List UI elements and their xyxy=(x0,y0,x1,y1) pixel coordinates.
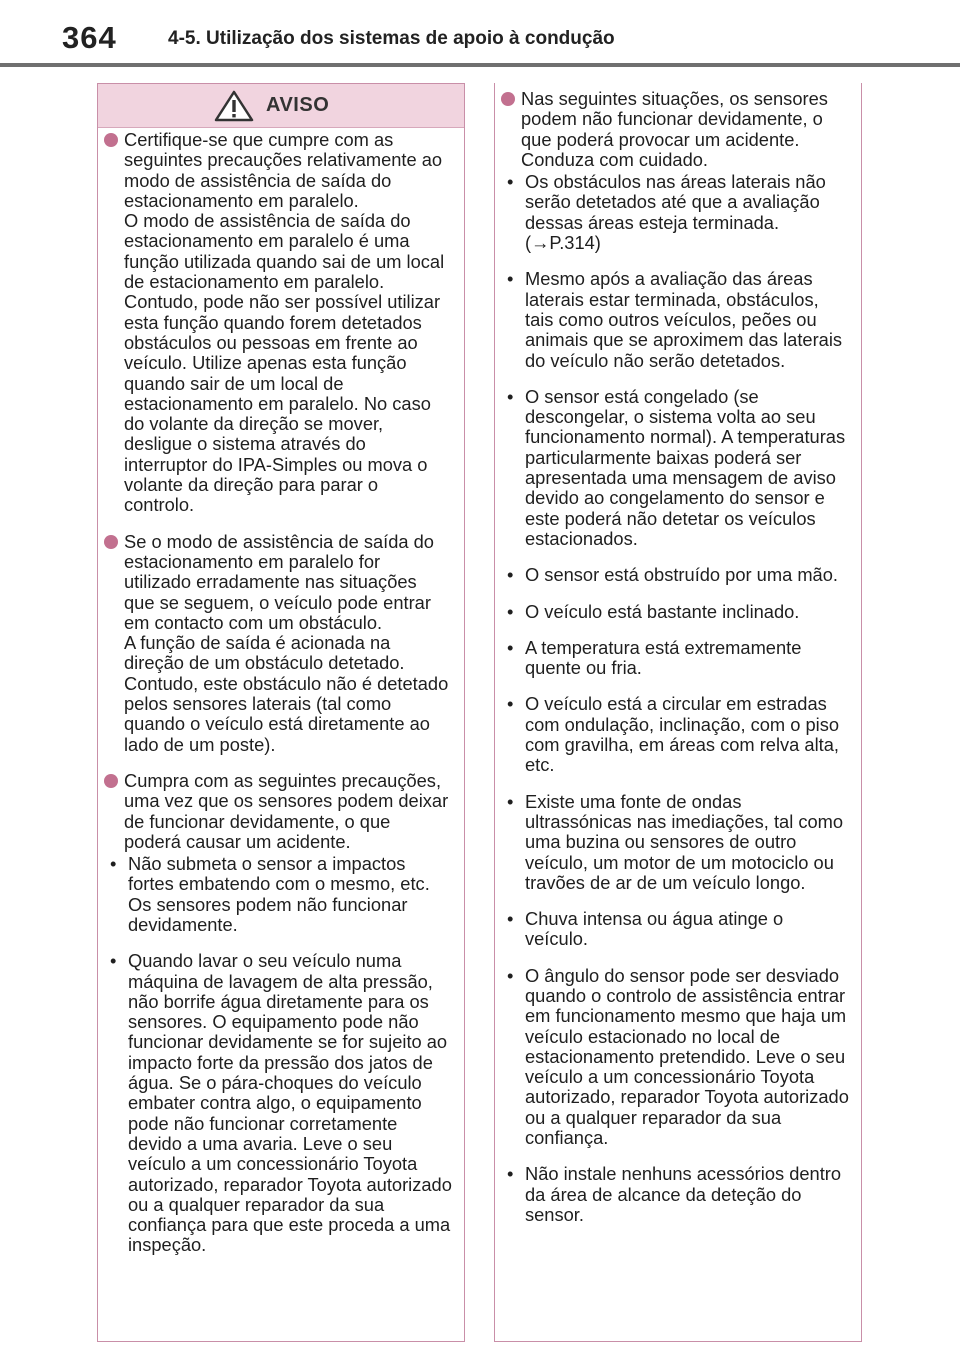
warning-paragraph xyxy=(98,771,464,852)
paragraph-text: Se o modo de assistência de saída do estacionamento em paralelo for utilizado erradamente nas situações que se seguem, o veículo pode entrar em contacto com um obstáculo. xyxy=(124,530,434,633)
list-item: • Os obstáculos nas áreas laterais não serão detetados até que a avaliação dessas áreas esteja terminada. (→P.314) xyxy=(507,171,826,254)
warning-triangle-icon xyxy=(214,90,254,122)
list-item: • Não submeta o sensor a impactos fortes embatendo com o mesmo, etc. Os sensores podem não funcionar devidamente. xyxy=(110,853,430,935)
paragraph-text: Nas seguintes situações, os sensores podem não funcionar devidamente, o que poderá provocar um acidente. Conduza com cuidado. xyxy=(521,88,828,170)
paragraph-text: Certifique-se que cumpre com as seguintes precauções relativamente ao modo de assistência de saída do estacionamento em paralelo. xyxy=(124,129,443,211)
warning-banner xyxy=(98,84,464,128)
right-column-content xyxy=(495,89,861,1225)
warning-label: AVISO xyxy=(266,94,330,116)
list-item: • O sensor está obstruído por uma mão. xyxy=(507,564,838,586)
list-item: • Existe uma fonte de ondas ultrassónicas nas imediações, tal como uma buzina ou sensores de outro veículo, um motor de um motociclo ou travões de ar de um veículo longo. xyxy=(507,790,844,893)
list-item: • O veículo está bastante inclinado. xyxy=(507,600,800,622)
header-rule xyxy=(0,63,960,67)
paragraph-text: O modo de assistência de saída do estacionamento em paralelo é uma função utilizada quando sai de um local de estacionamento em paralelo. Contudo, pode não ser possível utilizar esta função quando forem detetados obstáculos ou pessoas em frente ao veículo. Utilize apenas esta função quando sair de um local de estacionamento em paralelo. No caso do volante da direção se mover, desligue o sistema através do interruptor do IPA-Simples ou mova o volante da direção para parar o controlo. xyxy=(124,210,445,516)
list-item: • Não instale nenhuns acessórios dentro da área de alcance da deteção do sensor. xyxy=(507,1163,842,1225)
list-item-text: A temperatura está extremamente quente ou fria. xyxy=(525,636,802,679)
left-column-content xyxy=(98,130,464,1256)
list-item-text: Não submeta o sensor a impactos fortes embatendo com o mesmo, etc. Os sensores podem não funcionar devidamente. xyxy=(128,853,430,935)
list-item: • O ângulo do sensor pode ser desviado quando o controlo de assistência entrar em funcionamento mesmo que haja um veículo estacionado no local de estacionamento pretendido. Leve o seu veículo a um concessionário Toyota autorizado, reparador Toyota autorizado ou a qualquer reparador da sua confiança. xyxy=(507,964,849,1149)
list-item-text: O ângulo do sensor pode ser desviado quando o controlo de assistência entrar em funcionamento mesmo que haja um veículo estacionado no local de estacionamento pretendido. Leve o seu veículo a um concessionário Toyota autorizado, reparador Toyota autorizado ou a qualquer reparador da sua confiança. xyxy=(525,964,849,1149)
list-item: • Mesmo após a avaliação das áreas laterais estar terminada, obstáculos, tais como outros veículos, peões ou animais que se aproximem das laterais do veículo não serão detetados. xyxy=(507,268,843,371)
paragraph-text: Cumpra com as seguintes precauções, uma vez que os sensores podem deixar de funcionar devidamente, o que poderá causar um acidente. xyxy=(124,769,449,852)
list-item-text: O sensor está congelado (se descongelar, o sistema volta ao seu funcionamento normal). A temperaturas particularmente baixas poderá ser apresentada uma mensagem de aviso devido ao congelamento do sensor e este poderá não detetar os veículos estacionados. xyxy=(525,385,846,549)
warning-paragraph xyxy=(98,130,464,516)
bullet-dot-icon xyxy=(104,535,118,549)
list-item-text: Chuva intensa ou água atinge o veículo. xyxy=(525,908,784,950)
list-item-text: O veículo está a circular em estradas com ondulação, inclinação, com o piso com gravilha, em áreas com relva alta, etc. xyxy=(525,693,840,776)
list-item: • Quando lavar o seu veículo numa máquina de lavagem de alta pressão, não borrife água diretamente para os sensores. O equipamento pode não funcionar devidamente se for sujeito ao impacto forte da pressão dos jatos de água. Se o pára-choques do veículo embater contra algo, o equipamento pode não funcionar corretamente devido a uma avaria. Leve o seu veículo a um concessionário Toyota autorizado, reparador Toyota autorizado ou a qualquer reparador da sua confiança para que este proceda a uma inspeção. xyxy=(110,950,452,1256)
bullet-dot-icon xyxy=(501,92,515,106)
list-item-text: Mesmo após a avaliação das áreas laterais estar terminada, obstáculos, tais como outros veículos, peões ou animais que se aproximem das laterais do veículo não serão detetados. xyxy=(525,268,843,371)
warning-box-left xyxy=(97,83,465,1342)
warning-paragraph xyxy=(98,532,464,755)
list-item: • O sensor está congelado (se descongelar, o sistema volta ao seu funcionamento normal). A temperaturas particularmente baixas poderá ser apresentada uma mensagem de aviso devido ao congelamento do sensor e este poderá não detetar os veículos estacionados. xyxy=(507,385,846,549)
list-item-text: Existe uma fonte de ondas ultrassónicas nas imediações, tal como uma buzina ou sensores de outro veículo, um motor de um motociclo ou travões de ar de um veículo longo. xyxy=(525,790,844,893)
warning-paragraph xyxy=(495,89,861,170)
warning-box-right xyxy=(494,83,862,1342)
section-title: 4-5. Utilização dos sistemas de apoio à condução xyxy=(168,28,615,49)
bullet-dot-icon xyxy=(104,133,118,147)
list-item-text: Quando lavar o seu veículo numa máquina de lavagem de alta pressão, não borrife água diretamente para os sensores. O equipamento pode não funcionar devidamente se for sujeito ao impacto forte da pressão dos jatos de água. Se o pára-choques do veículo embater contra algo, o equipamento pode não funcionar corretamente devido a uma avaria. Leve o seu veículo a um concessionário Toyota autorizado, reparador Toyota autorizado ou a qualquer reparador da sua confiança para que este proceda a uma inspeção. xyxy=(128,950,452,1256)
page-number: 364 xyxy=(62,20,117,55)
list-item: • O veículo está a circular em estradas com ondulação, inclinação, com o piso com gravilha, em áreas com relva alta, etc. xyxy=(507,693,840,776)
list-item-text: O sensor está obstruído por uma mão. xyxy=(525,564,838,586)
page-header xyxy=(0,0,960,72)
list-item-text: Não instale nenhuns acessórios dentro da área de alcance da deteção do sensor. xyxy=(525,1163,842,1225)
paragraph-text: A função de saída é acionada na direção de um obstáculo detetado. Contudo, este obstáculo não é detetado pelos sensores laterais (tal como quando o veículo está diretamente ao lado de um poste). xyxy=(124,632,449,755)
bullet-dot-icon xyxy=(104,774,118,788)
list-item: • A temperatura está extremamente quente ou fria. xyxy=(507,636,802,679)
list-item-text: Os obstáculos nas áreas laterais não serão detetados até que a avaliação dessas áreas esteja terminada. (→P.314) xyxy=(525,171,826,254)
list-item-text: O veículo está bastante inclinado. xyxy=(525,600,800,622)
list-item: • Chuva intensa ou água atinge o veículo. xyxy=(507,908,784,950)
